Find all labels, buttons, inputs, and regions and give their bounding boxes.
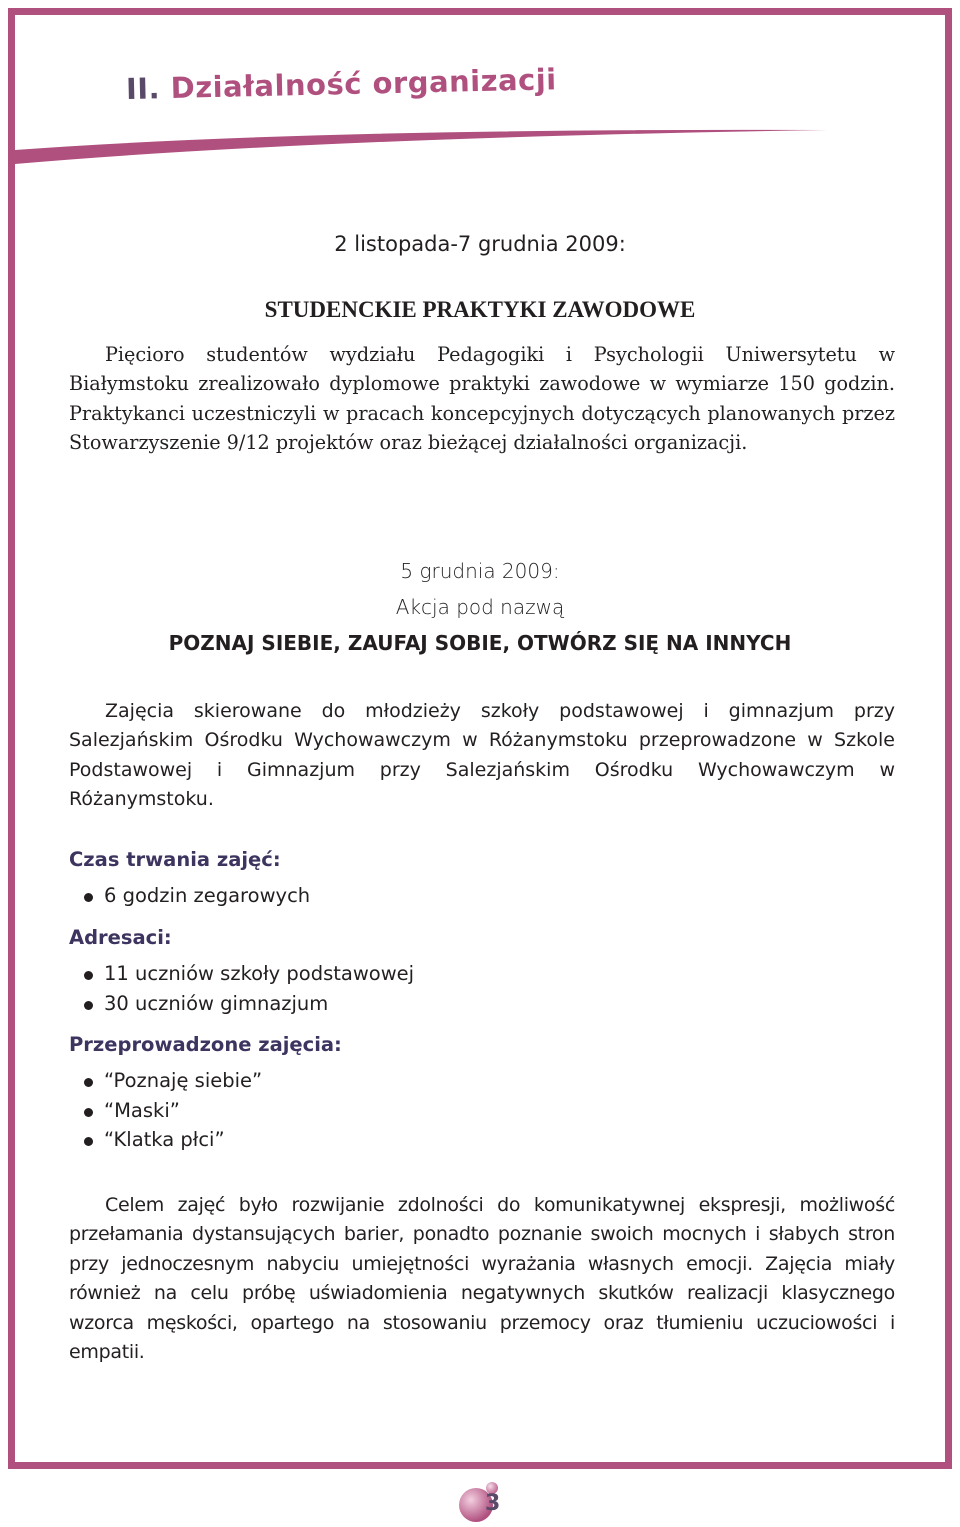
audience-list	[82, 959, 414, 1018]
section1-date: 2 listopada-7 grudnia 2009:	[334, 232, 626, 256]
activities-label: Przeprowadzone zajęcia:	[69, 1033, 342, 1056]
duration-label: Czas trwania zajęć:	[69, 848, 281, 871]
closing-paragraph: Celem zajęć było rozwijanie zdolności do komunikatywnej ekspresji, możliwość przełamania dystansujących barier, ponadto poznanie swoich mocnych i słabych stron przy jednoczesnym nabyciu umiejętności wyrażania własnych emocji. Zajęcia miały również na celu próbę uświadomienia negatywnych skutków realizacji klasycznego wzorca męskości, opartego na stosowaniu przemocy oraz tłumieniu uczuciowości i empatii.	[69, 1194, 895, 1364]
section1-title: STUDENCKIE PRAKTYKI ZAWODOWE	[264, 297, 696, 322]
section1-paragraph: Pięcioro studentów wydziału Pedagogiki i Psychologii Uniwersytetu w Białymstoku zrealizowało dyplomowe praktyki zawodowe w wymiarze 150 godzin. Praktykanci uczestniczyli w pracach koncepcyjnych dotyczących planowanych przez Stowarzyszenie 9/12 projektów oraz bieżącej działalności organizacji.	[69, 343, 895, 455]
heading-underline-swoosh	[15, 120, 835, 168]
list-item: “Maski”	[82, 1096, 262, 1126]
section2-title: POZNAJ SIEBIE, ZAUFAJ SOBIE, OTWÓRZ SIĘ NA INNYCH	[168, 631, 792, 655]
audience-label: Adresaci:	[69, 926, 172, 949]
page-number: 3	[485, 1491, 501, 1516]
list-item: “Poznaję siebie”	[82, 1066, 262, 1096]
section2-paragraph: Zajęcia skierowane do młodzieży szkoły podstawowej i gimnazjum przy Salezjańskim Ośrodku Wychowawczym w Różanymstoku przeprowadzone w Szkole Podstawowej i Gimnazjum przy Salezjańskim Ośrodku Wychowawczym w Różanymstoku.	[69, 700, 895, 811]
heading-numeral: II.	[125, 71, 161, 106]
heading-title: Działalność organizacji	[170, 62, 558, 105]
duration-list	[82, 881, 310, 911]
list-item: 6 godzin zegarowych	[82, 881, 310, 911]
list-item: 11 uczniów szkoły podstawowej	[82, 959, 414, 989]
activities-list	[82, 1066, 262, 1155]
section2-subtitle: Akcja pod nazwą	[395, 595, 565, 619]
list-item: 30 uczniów gimnazjum	[82, 989, 414, 1019]
section2-date: 5 grudnia 2009:	[400, 559, 560, 583]
list-item: “Klatka płci”	[82, 1125, 262, 1155]
